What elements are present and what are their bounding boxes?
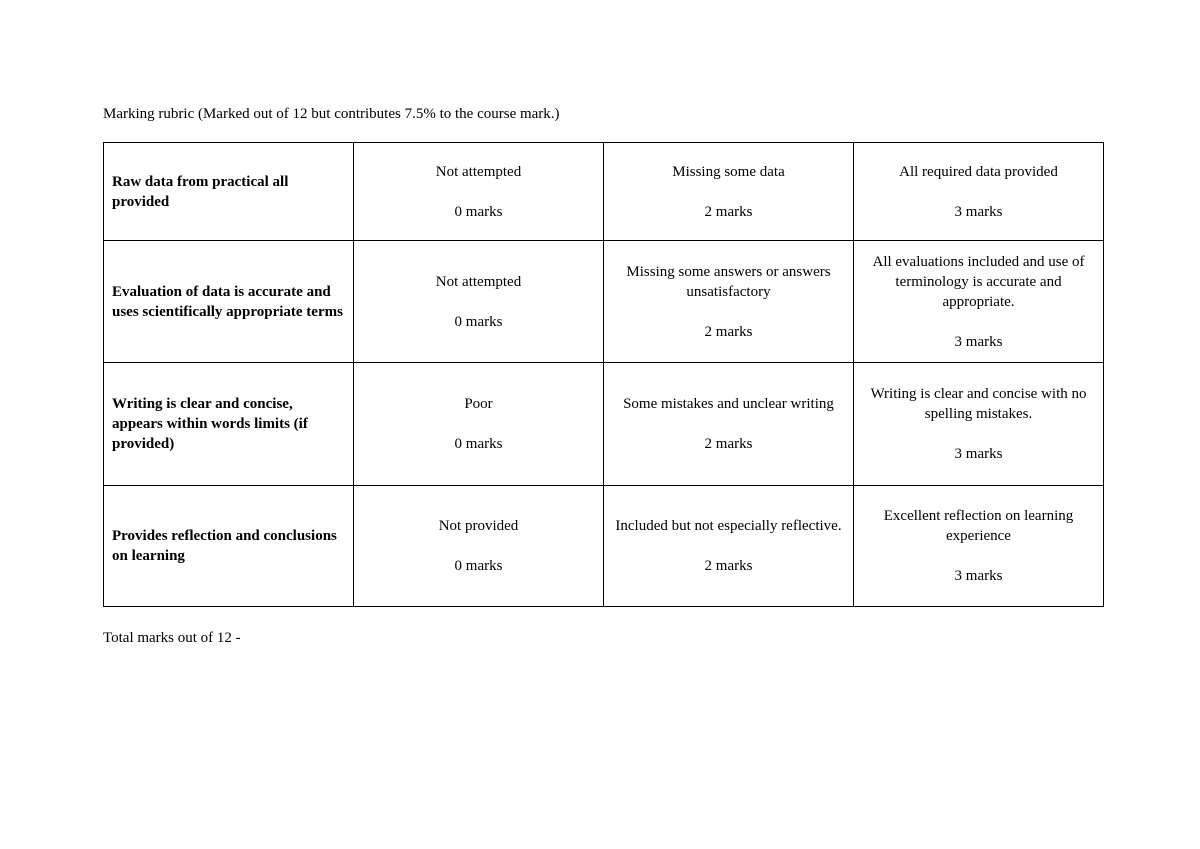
level-marks: 2 marks: [704, 436, 753, 452]
level-cell: [604, 143, 854, 241]
level-description: All evaluations included and use of terminology is accurate and appropriate.: [872, 253, 1085, 310]
level-marks: 3 marks: [954, 203, 1003, 220]
level-marks: 0 marks: [454, 558, 503, 574]
level-description: Writing is clear and concise with no spelling mistakes.: [870, 386, 1087, 422]
level-marks: 3 marks: [954, 568, 1003, 584]
level-cell: [354, 363, 604, 486]
criterion-cell: Raw data from practical all provided: [104, 143, 354, 241]
criterion-cell: Writing is clear and concise, appears within words limits (if provided): [104, 363, 354, 486]
level-cell: [354, 486, 604, 607]
table-row: [104, 143, 1104, 241]
level-description: Excellent reflection on learning experience: [883, 508, 1074, 544]
level-marks: 3 marks: [954, 446, 1003, 462]
level-description: Some mistakes and unclear writing: [623, 396, 834, 412]
level-cell: [854, 241, 1104, 363]
table-row: [104, 241, 1104, 363]
level-cell: [354, 241, 604, 363]
level-marks: 3 marks: [954, 333, 1003, 350]
level-cell: [604, 486, 854, 607]
level-description: Missing some data: [672, 163, 785, 180]
criterion-cell: Evaluation of data is accurate and uses scientifically appropriate terms: [104, 241, 354, 363]
level-cell: [604, 363, 854, 486]
level-marks: 2 marks: [704, 203, 753, 220]
level-marks: 2 marks: [704, 558, 753, 574]
level-marks: 2 marks: [704, 323, 753, 340]
table-row: [104, 486, 1104, 607]
level-description: Included but not especially reflective.: [615, 518, 842, 534]
level-cell: [854, 143, 1104, 241]
level-marks: 0 marks: [454, 436, 503, 452]
rubric-table: [103, 142, 1104, 607]
level-cell: [354, 143, 604, 241]
level-description: Not provided: [438, 518, 519, 534]
total-marks-line: Total marks out of 12 -: [103, 630, 241, 646]
level-description: Missing some answers or answers unsatisfactory: [626, 263, 831, 300]
level-cell: [854, 363, 1104, 486]
table-row: [104, 363, 1104, 486]
level-description: Not attempted: [435, 163, 522, 180]
level-cell: [604, 241, 854, 363]
level-description: All required data provided: [899, 163, 1058, 180]
rubric-title: Marking rubric (Marked out of 12 but contributes 7.5% to the course mark.): [103, 106, 560, 122]
level-description: Not attempted: [435, 273, 522, 290]
criterion-cell: Provides reflection and conclusions on learning: [104, 486, 354, 607]
level-description: Poor: [464, 396, 493, 412]
level-cell: [854, 486, 1104, 607]
level-marks: 0 marks: [454, 313, 503, 330]
level-marks: 0 marks: [454, 203, 503, 220]
